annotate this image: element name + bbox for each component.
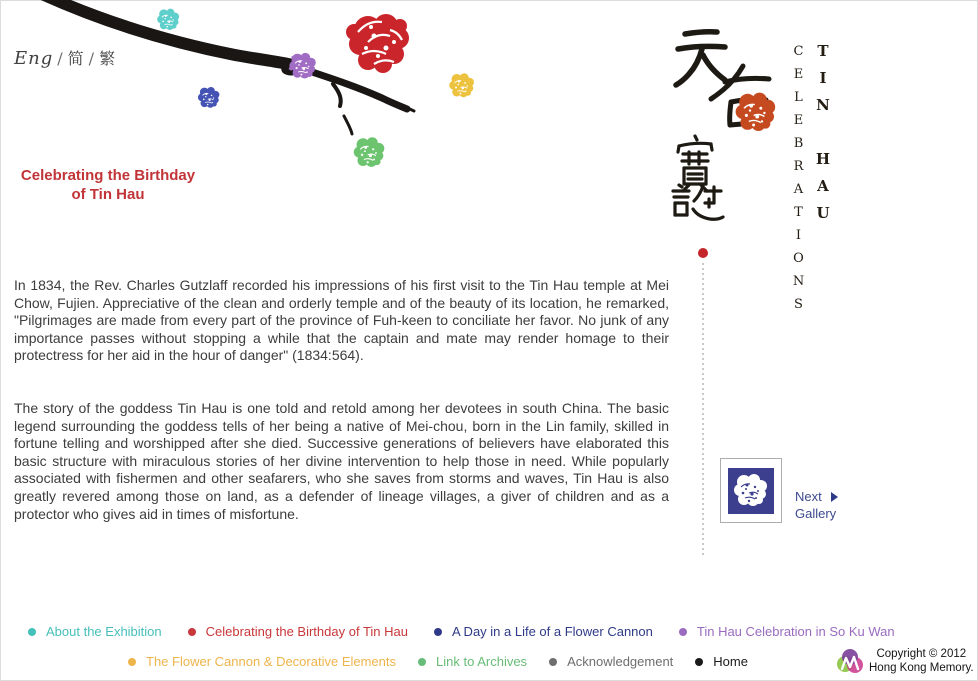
page-title bbox=[10, 166, 206, 204]
gallery-label: Gallery bbox=[795, 506, 837, 521]
nav-label: Acknowledgement bbox=[567, 654, 674, 669]
hong-kong-memory-logo[interactable] bbox=[834, 646, 864, 676]
green-flower bbox=[354, 137, 385, 167]
bullet-icon bbox=[434, 628, 442, 636]
bullet-icon bbox=[128, 658, 136, 666]
copyright-text bbox=[869, 647, 974, 675]
blue-flower bbox=[198, 87, 219, 108]
nav-label: About the Exhibition bbox=[46, 624, 162, 639]
nav-label: The Flower Cannon & Decorative Elements bbox=[146, 654, 397, 669]
nav-flower-cannon-decorative-elements[interactable] bbox=[128, 654, 396, 669]
bullet-icon bbox=[28, 628, 36, 636]
next-arrow-icon bbox=[831, 492, 838, 502]
nav-home[interactable] bbox=[695, 654, 748, 669]
nav-tin-hau-celebration-so-ku-wan[interactable] bbox=[679, 624, 895, 639]
next-gallery-thumbnail[interactable] bbox=[720, 458, 782, 523]
footer-nav-row2 bbox=[128, 654, 748, 669]
nav-link-to-archives[interactable] bbox=[418, 654, 527, 669]
article-paragraph-1: In 1834, the Rev. Charles Gutzlaff recorded his impressions of his first visit to the Tin Hau temple at Mei Chow, Fujien. Appreciative of the clean and orderly temple and of the beauty of its location, he remarked, "Pilgrimages are made from every part of the province of Fuh-keen to conciliate her favor. No junk of any importance passes without stopping a while that the captain and mate may render homage to their protectress for her aid in the hour of danger" (1834:564). bbox=[14, 277, 669, 364]
nav-celebrating-birthday-tin-hau[interactable] bbox=[188, 624, 408, 639]
calligraphy-char-tin bbox=[676, 32, 725, 85]
dotted-divider-line bbox=[702, 263, 704, 557]
purple-flower bbox=[289, 53, 315, 79]
language-selector bbox=[14, 46, 116, 69]
yellow-flower bbox=[449, 73, 474, 97]
copyright-line2: Hong Kong Memory. bbox=[869, 662, 974, 674]
vertical-banner-celebrations: CELEBRATIONS bbox=[791, 44, 806, 320]
red-seal-flower bbox=[732, 91, 780, 135]
lang-english-link[interactable]: Eng bbox=[14, 48, 54, 69]
lang-simplified-link[interactable]: 简 bbox=[67, 49, 85, 68]
page-title-line1: Celebrating the Birthday bbox=[20, 167, 196, 184]
copyright-line1: Copyright © 2012 bbox=[876, 648, 967, 660]
blue-stamp-icon bbox=[728, 468, 774, 514]
page-title-line2: of Tin Hau bbox=[71, 186, 145, 203]
bullet-icon bbox=[188, 628, 196, 636]
red-peony-flower bbox=[346, 14, 409, 73]
bullet-icon bbox=[549, 658, 557, 666]
calligraphy-char-daan bbox=[673, 185, 723, 219]
bullet-icon bbox=[418, 658, 426, 666]
next-label: Next bbox=[795, 489, 822, 504]
next-gallery-link[interactable] bbox=[795, 488, 838, 522]
nav-label: Celebrating the Birthday of Tin Hau bbox=[205, 624, 408, 639]
teal-flower bbox=[157, 9, 179, 30]
nav-about-the-exhibition[interactable] bbox=[28, 624, 162, 639]
nav-day-in-life-flower-cannon[interactable] bbox=[434, 624, 653, 639]
article-paragraph-2: The story of the goddess Tin Hau is one told and retold among her devotees in south China. The basic legend surrounding the goddess tells of her being a native of Mei-chou, born in the Lin family, skilled in fortune telling and worshipped after she died. Successive generations of believers have elaborated this basic structure with miraculous stories of her divine intervention to help those in need. While popularly associated with fishermen and other seafarers, who she saves from storms and waves, Tin Hau is also greatly revered among those on land, as a defender of lineage villages, a giver of children and as a protector who gives aid in times of misfortune. bbox=[14, 400, 669, 522]
nav-label: A Day in a Life of a Flower Cannon bbox=[451, 624, 653, 639]
lang-separator: / bbox=[88, 49, 96, 68]
nav-label: Link to Archives bbox=[436, 654, 528, 669]
bullet-icon bbox=[679, 628, 687, 636]
vertical-banner-tin-hau: TIN HAU bbox=[814, 42, 832, 231]
footer-brand bbox=[834, 646, 974, 676]
ink-branch-artwork bbox=[0, 0, 500, 190]
divider-red-dot bbox=[698, 248, 708, 258]
bullet-icon bbox=[695, 658, 703, 666]
footer-nav-row1 bbox=[28, 624, 895, 639]
lang-traditional-link[interactable]: 繁 bbox=[99, 49, 117, 68]
calligraphy-char-po bbox=[678, 136, 712, 191]
lang-separator: / bbox=[57, 49, 64, 68]
nav-label: Home bbox=[713, 654, 748, 669]
nav-acknowledgement[interactable] bbox=[549, 654, 673, 669]
nav-label: Tin Hau Celebration in So Ku Wan bbox=[696, 624, 895, 639]
